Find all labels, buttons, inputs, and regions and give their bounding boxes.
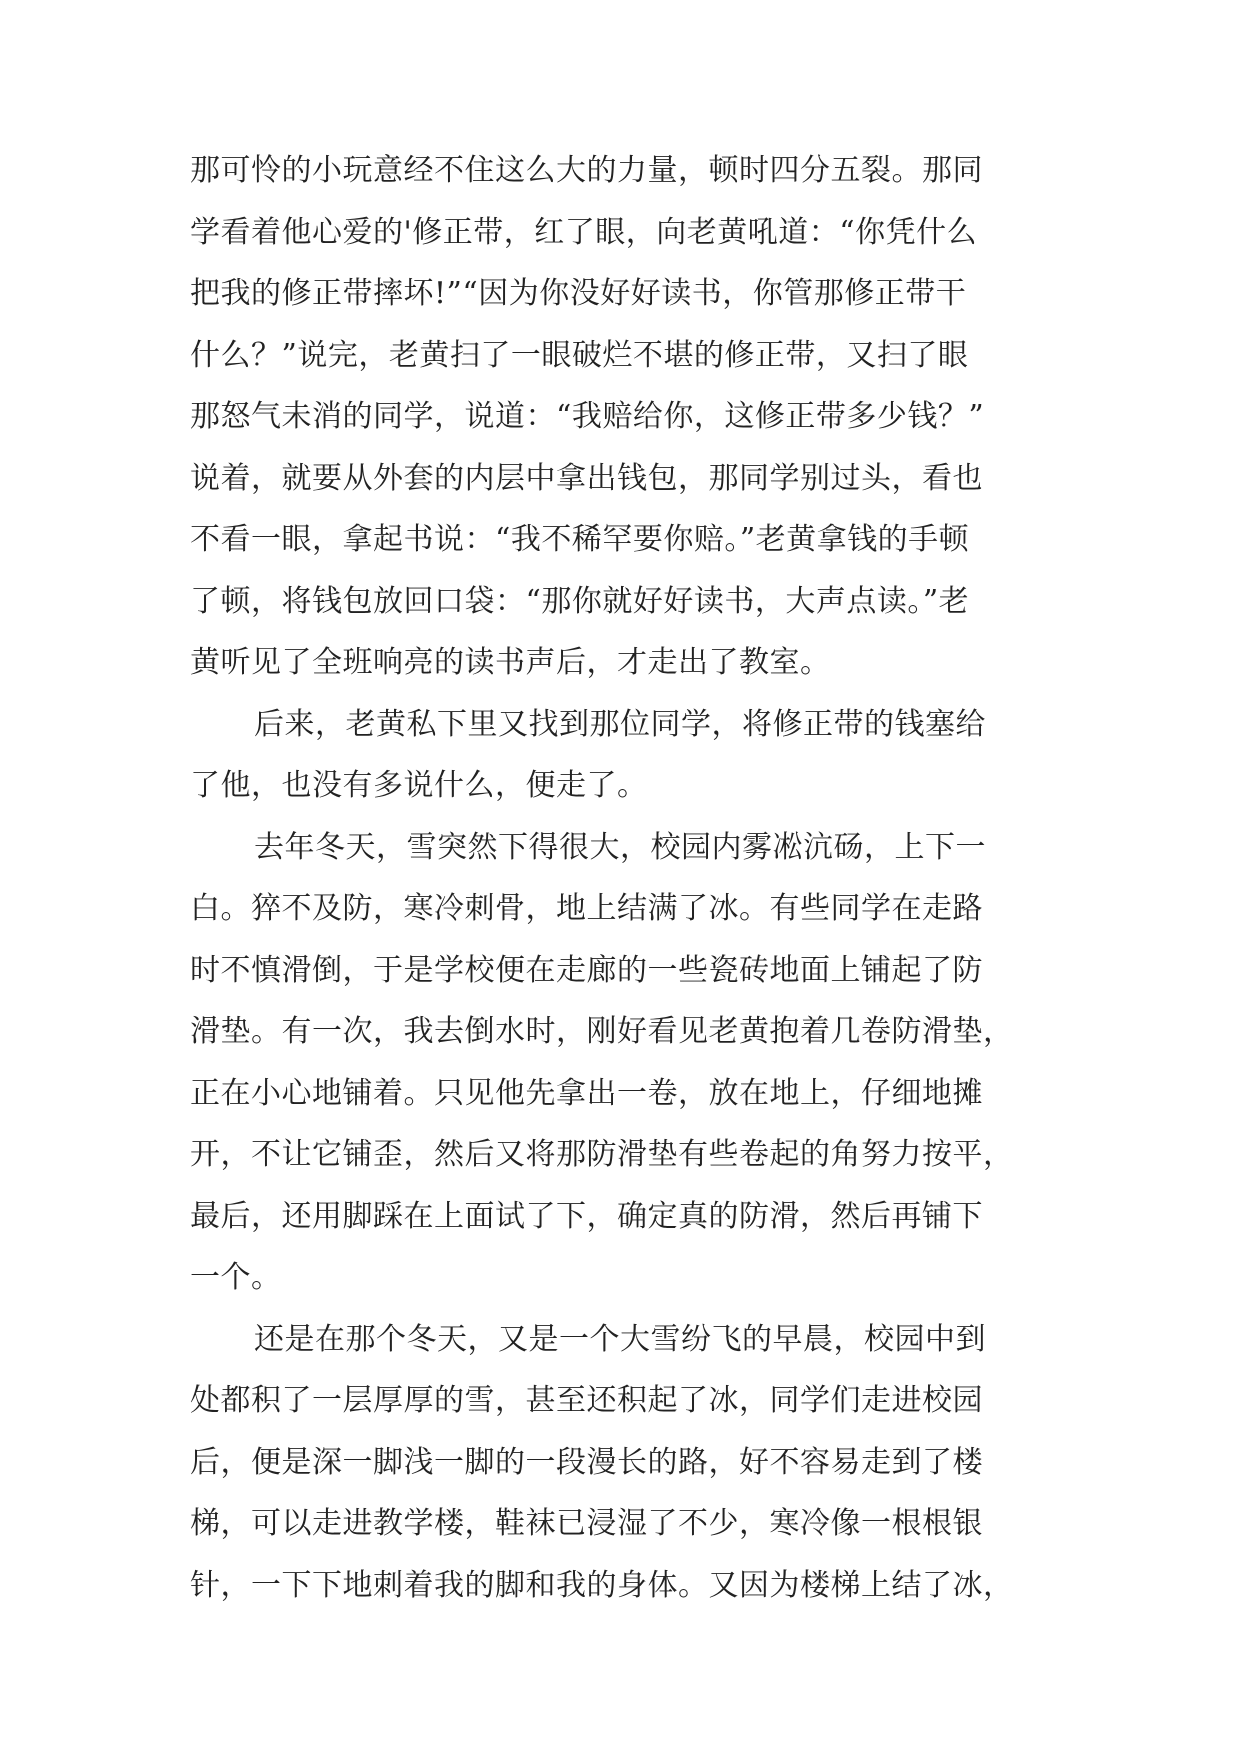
- text-line: 黄听见了全班响亮的读书声后，才走出了教室。: [190, 645, 831, 680]
- text-line: 了顿，将钱包放回口袋：“那你就好好读书，大声点读。”老: [190, 583, 970, 619]
- paragraph-start-line: 后来，老黄私下里又找到那位同学，将修正带的钱塞给: [254, 706, 986, 742]
- text-line: 开，不让它铺歪，然后又将那防滑垫有些卷起的角努力按平，: [190, 1137, 1014, 1172]
- text-line: 学看着他心爱的'修正带，红了眼，向老黄吼道：“你凭什么: [190, 214, 978, 250]
- text-line: 把我的修正带摔坏!”“因为你没好好读书，你管那修正带干: [190, 276, 967, 311]
- text-line: 梯，可以走进教学楼，鞋袜已浸湿了不少，寒冷像一根根银: [190, 1506, 983, 1541]
- paragraph-start-line: 去年冬天，雪突然下得很大，校园内雾凇沆砀，上下一: [254, 829, 986, 865]
- text-line: 了他，也没有多说什么，便走了。: [190, 768, 648, 803]
- text-line: 后，便是深一脚浅一脚的一段漫长的路，好不容易走到了楼: [190, 1444, 983, 1480]
- text-line: 处都积了一层厚厚的雪，甚至还积起了冰，同学们走进校园: [190, 1383, 983, 1418]
- text-line: 一个。: [190, 1260, 282, 1295]
- text-line: 白。猝不及防，寒冷刺骨，地上结满了冰。有些同学在走路: [190, 891, 983, 926]
- text-line: 最后，还用脚踩在上面试了下，确定真的防滑，然后再铺下: [190, 1198, 983, 1234]
- text-line: 不看一眼，拿起书说：“我不稀罕要你赔。”老黄拿钱的手顿: [190, 522, 970, 557]
- text-line: 说着，就要从外套的内层中拿出钱包，那同学别过头，看也: [190, 460, 983, 496]
- text-line: 什么？”说完，老黄扫了一眼破烂不堪的修正带，又扫了眼: [190, 337, 969, 373]
- text-line: 正在小心地铺着。只见他先拿出一卷，放在地上，仔细地摊: [190, 1075, 983, 1111]
- paragraph-start-line: 还是在那个冬天，又是一个大雪纷飞的早晨，校园中到: [254, 1321, 986, 1357]
- body-text: [190, 140, 1060, 1616]
- text-line: 时不慎滑倒，于是学校便在走廊的一些瓷砖地面上铺起了防: [190, 952, 983, 988]
- text-line: 那怒气未消的同学，说道：“我赔给你，这修正带多少钱？”: [190, 399, 985, 434]
- text-line: 那可怜的小玩意经不住这么大的力量，顿时四分五裂。那同: [190, 153, 983, 188]
- text-line: 针，一下下地刺着我的脚和我的身体。又因为楼梯上结了冰，: [190, 1567, 1014, 1603]
- text-line: 滑垫。有一次，我去倒水时，刚好看见老黄抱着几卷防滑垫，: [190, 1014, 1014, 1049]
